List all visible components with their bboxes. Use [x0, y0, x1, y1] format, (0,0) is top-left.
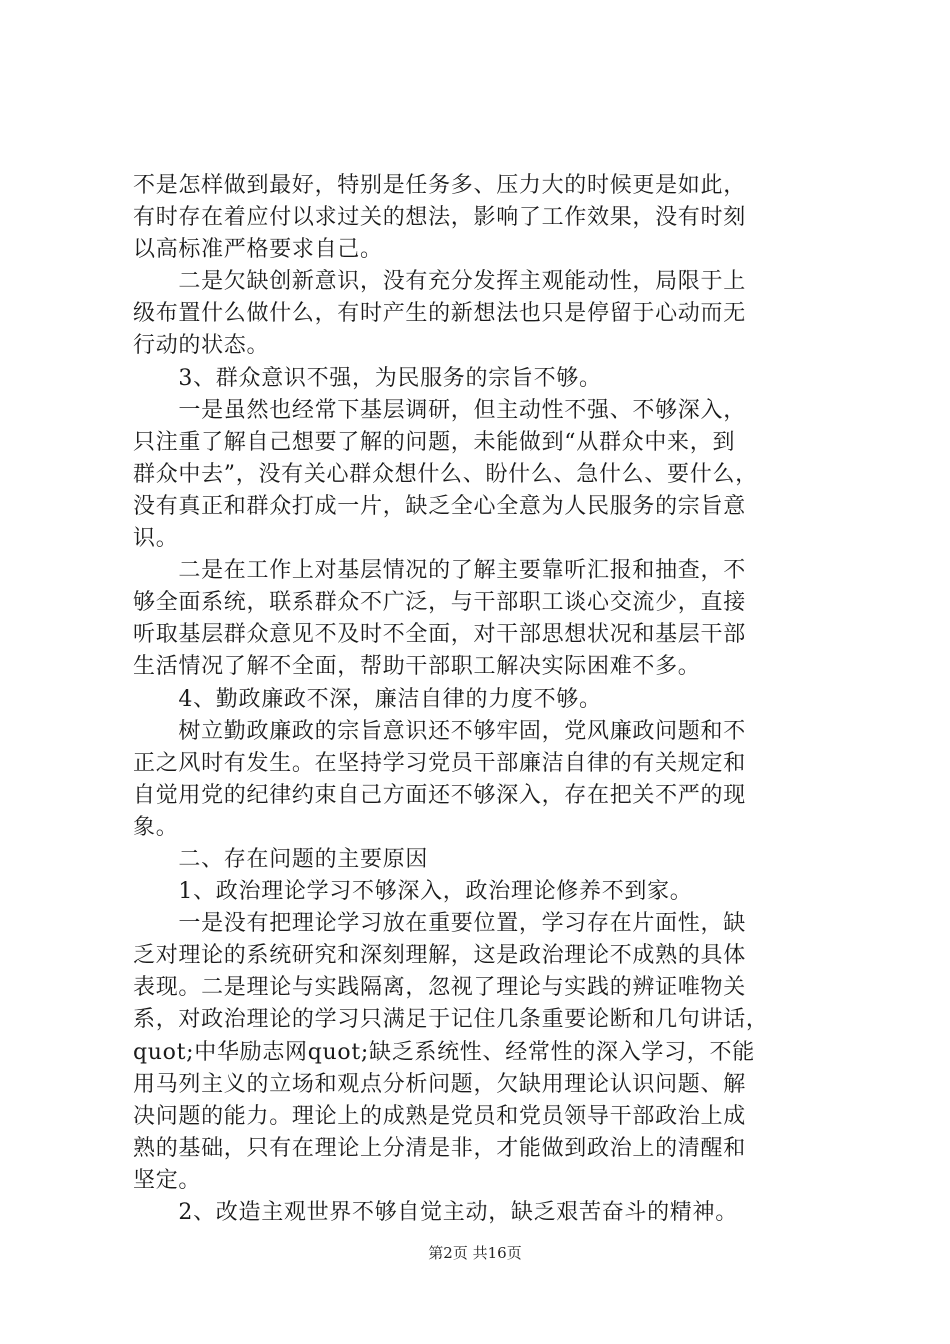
- text-line: 用马列主义的立场和观点分析问题，欠缺用理论认识问题、解: [133, 1071, 746, 1097]
- text-line: 够全面系统，联系群众不广泛，与干部职工谈心交流少，直接: [133, 590, 746, 616]
- text-line: 系，对政治理论的学习只满足于记住几条重要论断和几句讲话，: [133, 1007, 769, 1033]
- text-line: quot;中华励志网quot;缺乏系统性、经常性的深入学习，不能: [133, 1039, 755, 1065]
- section-heading: 二、存在问题的主要原因: [133, 846, 429, 872]
- text-line: 二是欠缺创新意识，没有充分发挥主观能动性，局限于上: [133, 269, 746, 295]
- text-line: 坚定。: [133, 1167, 202, 1193]
- section-heading: 4、勤政廉政不深，廉洁自律的力度不够。: [133, 686, 602, 712]
- text-line: 听取基层群众意见不及时不全面，对干部思想状况和基层干部: [133, 622, 746, 648]
- text-line: 象。: [133, 814, 179, 840]
- text-line: 行动的状态。: [133, 333, 270, 359]
- text-line: 以高标准严格要求自己。: [133, 237, 383, 263]
- text-line: 只注重了解自己想要了解的问题，未能做到“从群众中来，到: [133, 429, 736, 455]
- text-line: 一是没有把理论学习放在重要位置，学习存在片面性，缺: [133, 911, 746, 937]
- text-line: 没有真正和群众打成一片，缺乏全心全意为人民服务的宗旨意: [133, 493, 746, 519]
- text-line: 二是在工作上对基层情况的了解主要靠听汇报和抽查，不: [133, 558, 746, 584]
- text-line: 不是怎样做到最好，特别是任务多、压力大的时候更是如此，: [133, 173, 746, 198]
- text-line: 表现。二是理论与实践隔离，忽视了理论与实践的辨证唯物关: [133, 975, 746, 1001]
- page-number-footer: 第2页 共16页: [428, 1244, 522, 1262]
- text-line: 识。: [133, 526, 179, 552]
- text-line: 级布置什么做什么，有时产生的新想法也只是停留于心动而无: [133, 301, 746, 327]
- text-line: 有时存在着应付以求过关的想法，影响了工作效果，没有时刻: [133, 205, 746, 231]
- text-line: 自觉用党的纪律约束自己方面还不够深入，存在把关不严的现: [133, 782, 746, 808]
- text-line: 生活情况了解不全面，帮助干部职工解决实际困难不多。: [133, 654, 701, 680]
- text-line: 正之风时有发生。在坚持学习党员干部廉洁自律的有关规定和: [133, 750, 746, 776]
- text-line: 一是虽然也经常下基层调研，但主动性不强、不够深入，: [133, 397, 746, 423]
- text-line: 熟的基础，只有在理论上分清是非，才能做到政治上的清醒和: [133, 1135, 746, 1161]
- document-body: [133, 170, 833, 1229]
- text-line: 决问题的能力。理论上的成熟是党员和党员领导干部政治上成: [133, 1103, 746, 1129]
- section-heading: 1、政治理论学习不够深入，政治理论修养不到家。: [133, 879, 693, 905]
- section-heading: 2、改造主观世界不够自觉主动，缺乏艰苦奋斗的精神。: [133, 1200, 738, 1225]
- section-heading: 3、群众意识不强，为民服务的宗旨不够。: [133, 365, 602, 391]
- text-line: 乏对理论的系统研究和深刻理解，这是政治理论不成熟的具体: [133, 943, 746, 969]
- text-line: 群众中去”，没有关心群众想什么、盼什么、急什么、要什么，: [133, 461, 758, 487]
- text-line: 树立勤政廉政的宗旨意识还不够牢固，党风廉政问题和不: [133, 718, 746, 744]
